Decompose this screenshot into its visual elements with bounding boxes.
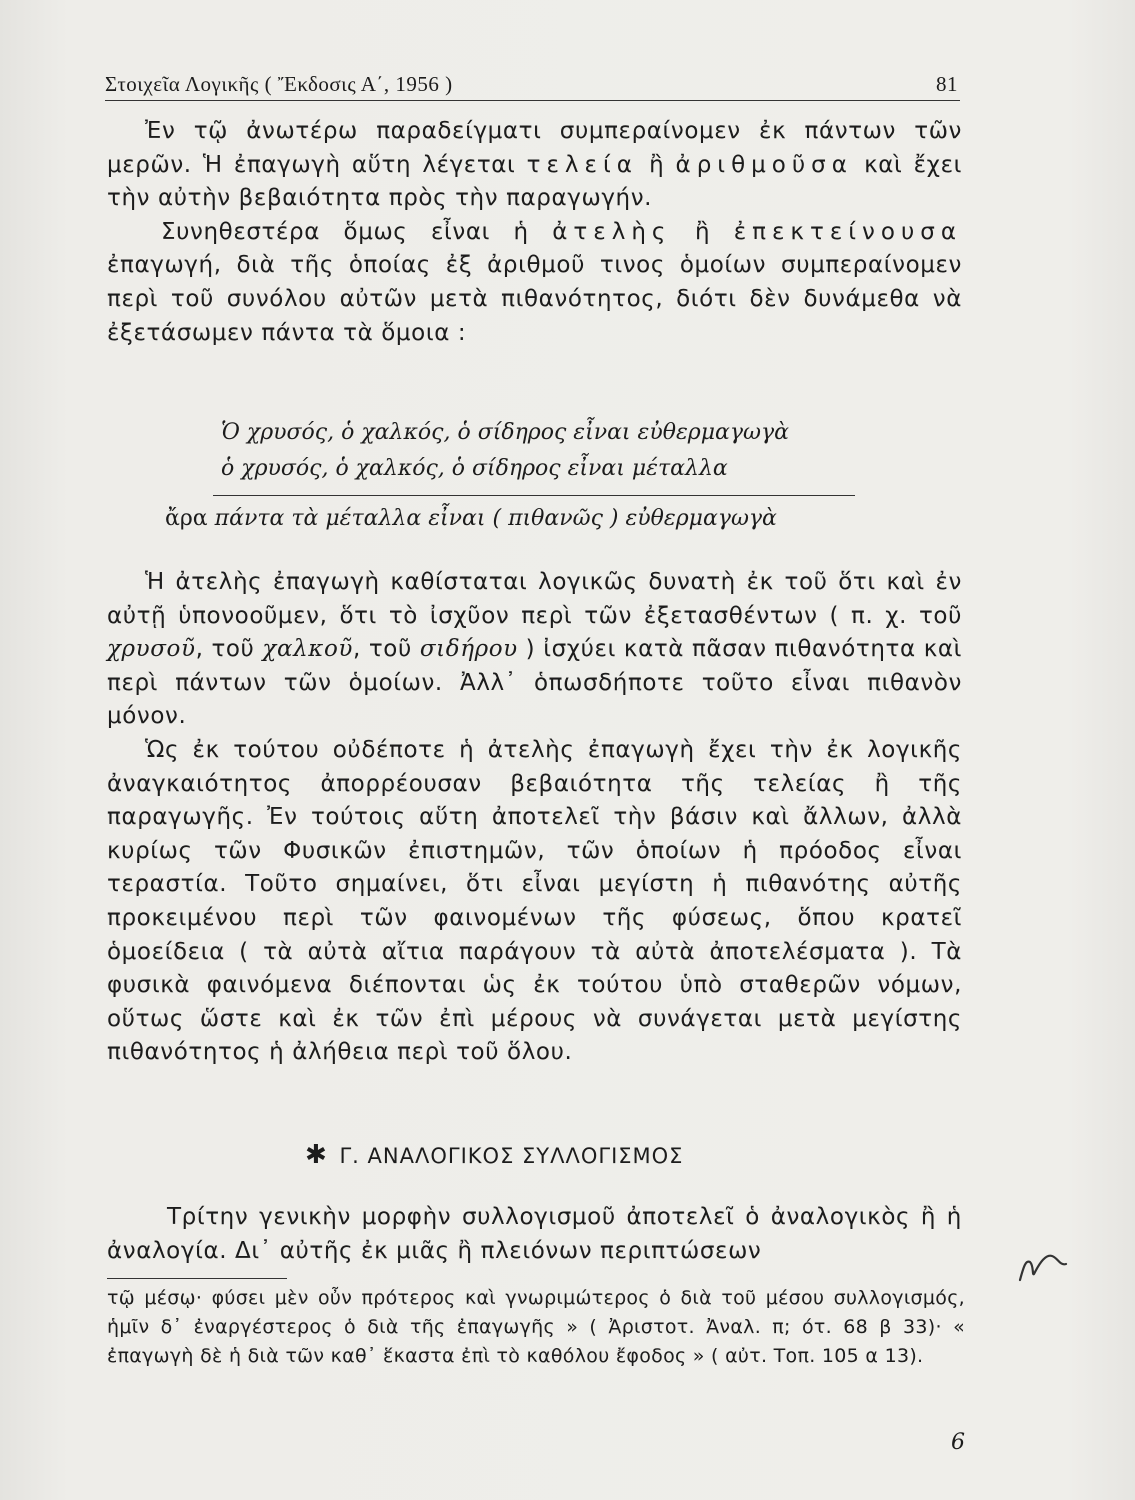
- running-title: Στοιχεῖα Λογικῆς ( Ἔκδοσις Α΄, 1956 ): [105, 72, 453, 96]
- premise-minor: ὁ χρυσός, ὁ χαλκός, ὁ σίδηρος εἶναι μέταλλα: [221, 456, 728, 481]
- text-block-3: [107, 1200, 962, 1268]
- footnote-rule: [107, 1278, 287, 1279]
- footnote-text: τῷ μέσῳ· φύσει μὲν οὖν πρότερος καὶ γνωριμώτερος ὁ διὰ τοῦ μέσου συλλογισμός, ἡμῖν δ᾽ ἐναργέστερος ὁ διὰ τῆς ἐπαγωγῆς » ( Ἀριστοτ. Ἀναλ. π; ότ. 68 β 33)· « ἐπαγωγὴ δὲ ἡ διὰ τῶν καθ᾽ ἕκαστα ἐπὶ τὸ καθόλου ἔφοδος » ( αὐτ. Τοπ. 105 α 13).: [107, 1287, 965, 1367]
- term-epekteinousa: ἐπεκτείνουσα: [733, 218, 962, 245]
- term-ateles: ἀτελὴς: [552, 218, 672, 245]
- section-heading: [305, 1140, 683, 1170]
- premise-major: Ὁ χρυσός, ὁ χαλκός, ὁ σίδηρος εἶναι εὐθερμαγωγὰ: [221, 420, 789, 445]
- paragraph-complete-induction: Ἐν τῷ ἀνωτέρω παραδείγματι συμπεραίνομεν ἐκ πάντων τῶν μερῶν. Ἡ ἐπαγωγὴ αὕτη λέγεται τελεία ἢ ἀριθμοῦσα καὶ ἔχει τὴν αὐτὴν βεβαιότητα πρὸς τὴν παραγωγήν.: [107, 118, 962, 212]
- paragraph-logical-possibility: Ἡ ἀτελὴς ἐπαγωγὴ καθίσταται λογικῶς δυνατὴ ἐκ τοῦ ὅτι καὶ ἐν αὐτῇ ὑπονοοῦμεν, ὅτι τὸ ἰσχῦον περὶ τῶν ἐξετασθέντων ( π. χ. τοῦ χρυσοῦ, τοῦ χαλκοῦ, τοῦ σιδήρου ) ἰσχύει κατὰ πᾶσαν πιθανότητα καὶ περὶ πάντων τῶν ὁμοίων. Ἀλλ᾽ ὁπωσδήποτε τοῦτο εἶναι πιθανὸν μόνον.: [107, 569, 962, 730]
- main-text-block: [107, 115, 962, 350]
- signature-mark: 6: [951, 1430, 965, 1455]
- syllogism-divider: [213, 495, 855, 496]
- page-number: 81: [936, 72, 958, 96]
- paragraph-analogy: Τρίτην γενικὴν μορφὴν συλλογισμοῦ ἀποτελεῖ ὁ ἀναλογικὸς ἢ ἡ ἀναλογία. Δι᾽ αὐτῆς ἐκ μιᾶς ἢ πλειόνων περιπτώσεων: [107, 1204, 962, 1264]
- section-title: Γ. ΑΝΑΛΟΓΙΚΟΣ ΣΥΛΛΟΓΙΣΜΟΣ: [339, 1144, 684, 1168]
- conclusion: ἄρα πάντα τὰ μέταλλα εἶναι ( πιθανῶς ) εὐθερμαγωγὰ: [165, 506, 777, 531]
- pencil-scribble-icon: [1016, 1240, 1076, 1290]
- term-teleia: τελεία: [526, 151, 638, 178]
- paragraph-incomplete-induction: Συνηθεστέρα ὅμως εἶναι ἡ ἀτελὴς ἢ ἐπεκτείνουσα ἐπαγωγή, διὰ τῆς ὁποίας ἐξ ἀριθμοῦ τινος ὁμοίων συμπεραίνομεν περὶ τοῦ συνόλου αὐτῶν μετὰ πιθανότητος, διότι δὲν δυνάμεθα νὰ ἐξετάσωμεν πάντα τὰ ὅμοια :: [107, 218, 962, 346]
- paragraph-natural-sciences: Ὡς ἐκ τούτου οὐδέποτε ἡ ἀτελὴς ἐπαγωγὴ ἔχει τὴν ἐκ λογικῆς ἀναγκαιότητος ἀπορρέουσαν βεβαιότητα τῆς τελείας ἢ τῆς παραγωγῆς. Ἐν τούτοις αὕτη ἀποτελεῖ τὴν βάσιν καὶ ἄλλων, ἀλλὰ κυρίως τῶν Φυσικῶν ἐπιστημῶν, τῶν ὁποίων ἡ πρόοδος εἶναι τεραστία. Τοῦτο σημαίνει, ὅτι εἶναι μεγίστη ἡ πιθανότης αὐτῆς προκειμένου περὶ τῶν φαινομένων τῆς φύσεως, ὅπου κρατεῖ ὁμοείδεια ( τὰ αὐτὰ αἴτια παράγουν τὰ αὐτὰ ἀποτελέσματα ). Τὰ φυσικὰ φαινόμενα διέπονται ὡς ἐκ τούτου ὑπὸ σταθερῶν νόμων, οὕτως ὥστε καὶ ἐκ τῶν ἐπὶ μέρους νὰ συνάγεται μετὰ μεγίστης πιθανότητος ἡ ἀλήθεια περὶ τοῦ ὅλου.: [107, 736, 962, 1066]
- footnote: [107, 1284, 965, 1371]
- asterisk-mark-icon: ✱: [305, 1140, 328, 1170]
- term-arithmousa: ἀριθμοῦσα: [675, 151, 853, 178]
- text-block-2: [107, 566, 962, 1070]
- running-header: [105, 72, 960, 101]
